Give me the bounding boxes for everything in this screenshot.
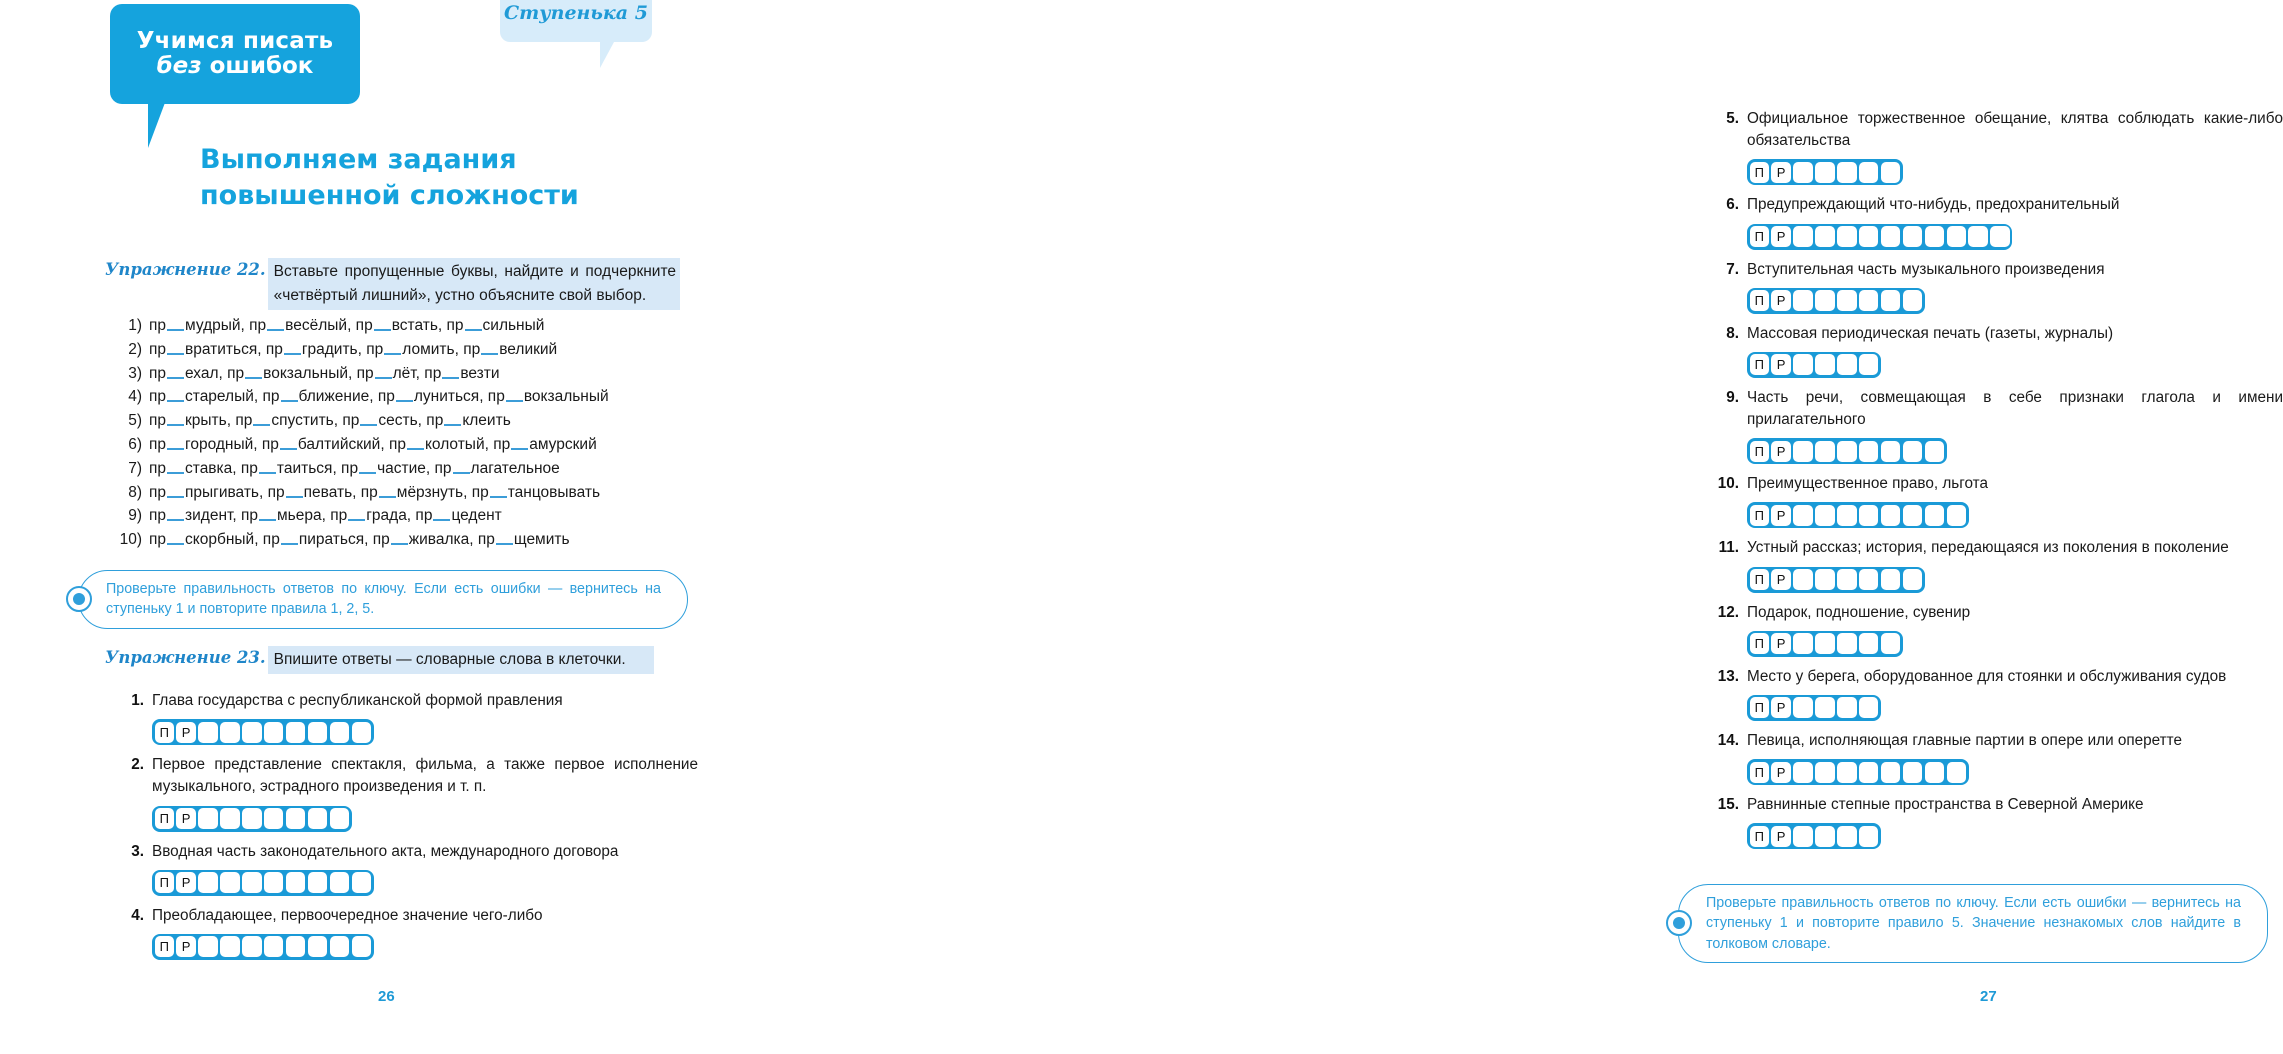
word-row-number: 7): [128, 459, 142, 477]
missing-letter-blank[interactable]: [374, 329, 391, 331]
definition-item: [1713, 323, 2283, 378]
series-title-line1: Учимся писать: [136, 27, 334, 54]
series-title-bubble: [110, 4, 360, 104]
word-row-text: пр крыть, пр спустить, пр сесть, пр клеить: [149, 412, 511, 430]
answer-cell[interactable]: [1881, 226, 1901, 247]
chapter-title: Выполняем задания повышенной сложности: [200, 144, 579, 211]
answer-cell[interactable]: [1793, 226, 1813, 247]
answer-cell[interactable]: [1793, 441, 1813, 462]
answer-cell-prefilled[interactable]: Р: [1771, 290, 1791, 311]
word-row-text: пр вратиться, пр градить, пр ломить, пр великий: [149, 340, 558, 358]
answer-cell[interactable]: [1881, 441, 1901, 462]
word-row-number: 8): [128, 483, 142, 501]
page-number-right: 27: [1980, 988, 1997, 1005]
missing-letter-blank[interactable]: [167, 543, 184, 545]
answer-cell[interactable]: [1815, 762, 1835, 783]
missing-letter-blank[interactable]: [433, 519, 450, 521]
answer-cell[interactable]: [352, 722, 372, 743]
missing-letter-blank[interactable]: [167, 496, 184, 498]
word-row-text: пр мудрый, пр весёлый, пр встать, пр сильный: [149, 317, 545, 334]
answer-cell[interactable]: [198, 808, 218, 829]
answer-cell-strip: [1747, 438, 1947, 464]
definition-item: [118, 690, 698, 745]
missing-letter-blank[interactable]: [359, 472, 376, 474]
definition-text: Равнинные степные пространства в Северной Америке: [1747, 796, 2144, 814]
answer-cell-strip: [1747, 352, 1881, 378]
answer-cell[interactable]: [1793, 633, 1813, 654]
answer-cell-strip: [152, 806, 352, 832]
word-row: [112, 485, 712, 501]
answer-cell[interactable]: [1793, 762, 1813, 783]
answer-cell[interactable]: [1881, 762, 1901, 783]
answer-cell[interactable]: [1793, 826, 1813, 847]
answer-cell-prefilled[interactable]: П: [1750, 826, 1770, 847]
definition-item: [1713, 473, 2283, 528]
answer-cell[interactable]: [308, 872, 328, 893]
word-row-text: пр прыгивать, пр певать, пр мёрзнуть, пр танцовывать: [149, 483, 601, 501]
answer-cell[interactable]: [220, 722, 240, 743]
definition-number: 6.: [1726, 196, 1739, 214]
definition-text: Предупреждающий что-нибудь, предохранительный: [1747, 196, 2120, 214]
missing-letter-blank[interactable]: [465, 329, 482, 331]
answer-cell[interactable]: [1903, 505, 1923, 526]
answer-cell-prefilled[interactable]: П: [155, 872, 175, 893]
definition-number: 11.: [1718, 539, 1739, 557]
answer-cell[interactable]: [242, 872, 262, 893]
definition-item: [1713, 194, 2283, 249]
word-row-text: пр старелый, пр ближение, пр луниться, пр вокзальный: [149, 388, 609, 406]
definition-number: 8.: [1726, 324, 1739, 342]
exercise-22-instruction: Вставьте пропущенные буквы, найдите и подчеркните «четвёртый лишний», устно объясните свой выбор.: [268, 258, 680, 310]
answer-cell[interactable]: [1793, 697, 1813, 718]
answer-cell-prefilled[interactable]: П: [1750, 697, 1770, 718]
exercise-22-header: [105, 258, 680, 310]
answer-cell[interactable]: [1881, 290, 1901, 311]
missing-letter-blank[interactable]: [259, 472, 276, 474]
answer-cell-prefilled[interactable]: Р: [1771, 441, 1791, 462]
series-title-line2-rest: ошибок: [201, 52, 314, 79]
answer-cell[interactable]: [1925, 441, 1945, 462]
definition-text: Часть речи, совмещающая в себе признаки глагола и имени прилагательного: [1747, 388, 2283, 429]
answer-cell[interactable]: [1925, 762, 1945, 783]
definition-text: Место у берега, оборудованное для стоянки и обслуживания судов: [1747, 667, 2227, 685]
answer-cell[interactable]: [198, 722, 218, 743]
definition-number: 12.: [1717, 603, 1739, 621]
missing-letter-blank[interactable]: [511, 448, 528, 450]
answer-cell[interactable]: [264, 936, 284, 957]
note-right: [1678, 884, 2268, 963]
answer-cell-prefilled[interactable]: Р: [176, 722, 196, 743]
missing-letter-blank[interactable]: [360, 424, 377, 426]
definition-item: [1713, 387, 2283, 464]
missing-letter-blank[interactable]: [281, 400, 298, 402]
right-page: [800, 0, 2283, 1054]
answer-cell-prefilled[interactable]: П: [1750, 633, 1770, 654]
answer-cell[interactable]: [242, 808, 262, 829]
answer-cell[interactable]: [1837, 441, 1857, 462]
answer-cell[interactable]: [264, 808, 284, 829]
answer-cell[interactable]: [1859, 354, 1879, 375]
answer-cell-prefilled[interactable]: Р: [1771, 826, 1791, 847]
word-row-number: 3): [128, 364, 142, 382]
answer-cell[interactable]: [1837, 354, 1857, 375]
missing-letter-blank[interactable]: [348, 519, 365, 521]
answer-cell[interactable]: [352, 936, 372, 957]
missing-letter-blank[interactable]: [167, 448, 184, 450]
answer-cell-strip: [152, 719, 374, 745]
word-row-number: 5): [128, 412, 142, 430]
exercise-23-definitions-right: [1713, 108, 2283, 858]
answer-cell[interactable]: [1881, 633, 1901, 654]
answer-cell[interactable]: [264, 872, 284, 893]
answer-cell-prefilled[interactable]: Р: [176, 872, 196, 893]
answer-cell[interactable]: [1837, 505, 1857, 526]
answer-cell-prefilled[interactable]: П: [155, 808, 175, 829]
answer-cell-prefilled[interactable]: П: [1750, 290, 1770, 311]
answer-cell-strip: [1747, 695, 1881, 721]
missing-letter-blank[interactable]: [396, 400, 413, 402]
definition-number: 2.: [131, 756, 144, 774]
answer-cell[interactable]: [1990, 226, 2010, 247]
definition-number: 1.: [131, 692, 144, 709]
answer-cell[interactable]: [1815, 697, 1835, 718]
definition-number: 15.: [1717, 796, 1739, 814]
answer-cell[interactable]: [1837, 697, 1857, 718]
answer-cell[interactable]: [1815, 354, 1835, 375]
definition-number: 4.: [131, 906, 144, 924]
answer-cell[interactable]: [330, 936, 350, 957]
answer-cell[interactable]: [1925, 226, 1945, 247]
answer-cell[interactable]: [1859, 441, 1879, 462]
answer-cell-prefilled[interactable]: Р: [176, 936, 196, 957]
series-title-emphasis: без: [156, 52, 202, 79]
missing-letter-blank[interactable]: [481, 353, 498, 355]
left-page: [0, 0, 800, 1054]
answer-cell[interactable]: [1881, 162, 1901, 183]
word-row-number: 10): [119, 531, 142, 549]
word-row-text: пр ставка, пр таиться, пр частие, пр лагательное: [149, 459, 560, 477]
definition-text: Официальное торжественное обещание, клятва соблюдать какие-либо обязательства: [1747, 110, 2283, 150]
answer-cell[interactable]: [1925, 505, 1945, 526]
word-row-number: 4): [128, 388, 142, 406]
answer-cell-strip: [1747, 567, 1925, 593]
missing-letter-blank[interactable]: [490, 496, 507, 498]
answer-cell[interactable]: [1837, 762, 1857, 783]
definition-number: 9.: [1726, 388, 1739, 406]
answer-cell[interactable]: [1793, 505, 1813, 526]
missing-letter-blank[interactable]: [267, 329, 284, 331]
missing-letter-blank[interactable]: [384, 353, 401, 355]
missing-letter-blank[interactable]: [245, 377, 262, 379]
answer-cell[interactable]: [352, 872, 372, 893]
definition-item: [1713, 730, 2283, 785]
definition-number: 14.: [1717, 731, 1739, 749]
answer-cell[interactable]: [1903, 290, 1923, 311]
word-row-text: пр скорбный, пр пираться, пр живалка, пр щемить: [149, 531, 570, 549]
exercise-23-label: Упражнение 23.: [105, 648, 266, 667]
answer-cell[interactable]: [1859, 162, 1879, 183]
missing-letter-blank[interactable]: [167, 353, 184, 355]
series-title-line2: [157, 54, 314, 79]
answer-cell-prefilled[interactable]: П: [155, 722, 175, 743]
answer-cell[interactable]: [1903, 762, 1923, 783]
definition-item: [118, 841, 698, 896]
answer-cell[interactable]: [1903, 441, 1923, 462]
answer-cell-prefilled[interactable]: П: [1750, 505, 1770, 526]
answer-cell-prefilled[interactable]: Р: [176, 808, 196, 829]
note-right-text: Проверьте правильность ответов по ключу. Если есть ошибки — вернитесь на ступеньку 1 и повторите правило 5. Значение незнакомых слов найдите в толковом словаре.: [1706, 895, 2241, 952]
answer-cell-prefilled[interactable]: П: [155, 936, 175, 957]
answer-cell[interactable]: [286, 722, 306, 743]
word-row-number: 6): [128, 435, 142, 453]
missing-letter-blank[interactable]: [259, 519, 276, 521]
word-row: [112, 413, 712, 429]
missing-letter-blank[interactable]: [379, 496, 396, 498]
answer-cell[interactable]: [1815, 441, 1835, 462]
answer-cell[interactable]: [1859, 826, 1879, 847]
answer-cell-prefilled[interactable]: П: [1750, 569, 1770, 590]
word-row: [112, 508, 712, 524]
answer-cell[interactable]: [286, 936, 306, 957]
page-number-left: 26: [378, 988, 395, 1005]
missing-letter-blank[interactable]: [167, 329, 184, 331]
missing-letter-blank[interactable]: [496, 543, 513, 545]
answer-cell-prefilled[interactable]: Р: [1771, 569, 1791, 590]
word-row: [112, 318, 712, 334]
missing-letter-blank[interactable]: [284, 353, 301, 355]
answer-cell[interactable]: [1859, 505, 1879, 526]
answer-cell-strip: [1747, 159, 1903, 185]
answer-cell-strip: [1747, 759, 1969, 785]
answer-cell[interactable]: [1903, 226, 1923, 247]
exercise-22-label: Упражнение 22.: [105, 260, 266, 279]
answer-cell[interactable]: [1793, 162, 1813, 183]
answer-cell[interactable]: [330, 722, 350, 743]
answer-cell-strip: [1747, 502, 1969, 528]
answer-cell[interactable]: [1947, 226, 1967, 247]
answer-cell-strip: [1747, 631, 1903, 657]
missing-letter-blank[interactable]: [444, 424, 461, 426]
missing-letter-blank[interactable]: [167, 519, 184, 521]
word-row: [112, 437, 712, 453]
answer-cell[interactable]: [1815, 162, 1835, 183]
answer-cell[interactable]: [1859, 569, 1879, 590]
answer-cell[interactable]: [1837, 162, 1857, 183]
word-row-number: 1): [128, 317, 142, 334]
answer-cell[interactable]: [1881, 505, 1901, 526]
answer-cell[interactable]: [1815, 569, 1835, 590]
answer-cell-prefilled[interactable]: Р: [1771, 762, 1791, 783]
answer-cell-prefilled[interactable]: П: [1750, 441, 1770, 462]
answer-cell-prefilled[interactable]: Р: [1771, 162, 1791, 183]
answer-cell[interactable]: [1837, 226, 1857, 247]
definition-text: Массовая периодическая печать (газеты, журналы): [1747, 324, 2114, 342]
answer-cell[interactable]: [264, 722, 284, 743]
word-row-text: пр ехал, пр вокзальный, пр лёт, пр везти: [149, 364, 500, 382]
definition-item: [1713, 108, 2283, 185]
answer-cell[interactable]: [1859, 697, 1879, 718]
definition-item: [1713, 537, 2283, 592]
answer-cell-prefilled[interactable]: П: [1750, 162, 1770, 183]
answer-cell-prefilled[interactable]: П: [1750, 226, 1770, 247]
missing-letter-blank[interactable]: [375, 377, 392, 379]
answer-cell[interactable]: [1837, 290, 1857, 311]
definition-number: 7.: [1726, 260, 1739, 278]
definition-number: 5.: [1726, 110, 1739, 127]
answer-cell-strip: [152, 870, 374, 896]
bullet-dot-icon: [66, 586, 92, 612]
answer-cell-prefilled[interactable]: Р: [1771, 505, 1791, 526]
answer-cell[interactable]: [1859, 762, 1879, 783]
word-row: [112, 461, 712, 477]
answer-cell[interactable]: [198, 936, 218, 957]
answer-cell[interactable]: [1903, 569, 1923, 590]
answer-cell-prefilled[interactable]: Р: [1771, 226, 1791, 247]
definition-text: Певица, исполняющая главные партии в опере или оперетте: [1747, 731, 2183, 749]
exercise-23-instruction: Впишите ответы — словарные слова в клеточки.: [268, 646, 654, 674]
answer-cell-prefilled[interactable]: П: [1750, 762, 1770, 783]
answer-cell[interactable]: [242, 722, 262, 743]
missing-letter-blank[interactable]: [506, 400, 523, 402]
answer-cell[interactable]: [308, 936, 328, 957]
missing-letter-blank[interactable]: [167, 424, 184, 426]
missing-letter-blank[interactable]: [167, 472, 184, 474]
answer-cell[interactable]: [1947, 762, 1967, 783]
answer-cell-prefilled[interactable]: Р: [1771, 633, 1791, 654]
answer-cell[interactable]: [1793, 354, 1813, 375]
definition-item: [118, 905, 698, 960]
definition-text: Преимущественное право, льгота: [1747, 475, 1989, 493]
missing-letter-blank[interactable]: [442, 377, 459, 379]
definition-text: Глава государства с республиканской формой правления: [152, 692, 563, 709]
answer-cell[interactable]: [1815, 505, 1835, 526]
definition-item: [1713, 794, 2283, 849]
missing-letter-blank[interactable]: [407, 448, 424, 450]
answer-cell[interactable]: [308, 808, 328, 829]
answer-cell[interactable]: [1837, 633, 1857, 654]
answer-cell[interactable]: [1815, 290, 1835, 311]
word-row-number: 2): [128, 340, 142, 358]
answer-cell-strip: [152, 934, 374, 960]
definition-text: Подарок, подношение, сувенир: [1747, 603, 1971, 621]
answer-cell[interactable]: [1881, 569, 1901, 590]
answer-cell[interactable]: [1968, 226, 1988, 247]
step-bubble: [500, 0, 652, 42]
answer-cell-strip: [1747, 823, 1881, 849]
word-row: [112, 366, 712, 382]
word-row: [112, 342, 712, 358]
exercise-23-definitions-left: [118, 690, 698, 969]
missing-letter-blank[interactable]: [167, 377, 184, 379]
answer-cell-strip: [1747, 224, 2012, 250]
answer-cell[interactable]: [1793, 290, 1813, 311]
answer-cell[interactable]: [330, 808, 350, 829]
answer-cell[interactable]: [198, 872, 218, 893]
answer-cell-prefilled[interactable]: Р: [1771, 354, 1791, 375]
word-row: [112, 532, 712, 548]
answer-cell[interactable]: [1947, 505, 1967, 526]
answer-cell[interactable]: [220, 872, 240, 893]
definition-item: [1713, 666, 2283, 721]
word-row-number: 9): [128, 507, 142, 525]
missing-letter-blank[interactable]: [280, 448, 297, 450]
missing-letter-blank[interactable]: [286, 496, 303, 498]
answer-cell-prefilled[interactable]: Р: [1771, 697, 1791, 718]
answer-cell[interactable]: [286, 808, 306, 829]
answer-cell[interactable]: [1859, 226, 1879, 247]
step-bubble-tail: [600, 42, 614, 68]
answer-cell[interactable]: [1815, 226, 1835, 247]
definition-text: Вступительная часть музыкального произведения: [1747, 260, 2105, 278]
word-row: [112, 389, 712, 405]
missing-letter-blank[interactable]: [253, 424, 270, 426]
definition-item: [1713, 602, 2283, 657]
definition-number: 10.: [1717, 475, 1739, 493]
title-bubble-tail: [148, 100, 166, 148]
bullet-dot-icon: [1666, 910, 1692, 936]
definition-number: 3.: [131, 842, 144, 860]
definition-number: 13.: [1717, 667, 1739, 685]
answer-cell[interactable]: [220, 808, 240, 829]
missing-letter-blank[interactable]: [391, 543, 408, 545]
answer-cell[interactable]: [1837, 826, 1857, 847]
definition-text: Вводная часть законодательного акта, международного договора: [152, 842, 619, 860]
step-label: Ступенька 5: [504, 2, 648, 24]
answer-cell[interactable]: [308, 722, 328, 743]
note-left: [78, 570, 688, 629]
answer-cell[interactable]: [1815, 633, 1835, 654]
definition-text: Устный рассказ; история, передающаяся из поколения в поколение: [1747, 539, 2229, 557]
answer-cell[interactable]: [1859, 633, 1879, 654]
note-left-text: Проверьте правильность ответов по ключу. Если есть ошибки — вернитесь на ступеньку 1 и повторите правила 1, 2, 5.: [106, 581, 661, 618]
definition-item: [118, 754, 698, 831]
word-row-text: пр зидент, пр мьера, пр града, пр цедент: [149, 507, 502, 525]
answer-cell[interactable]: [330, 872, 350, 893]
definition-text: Первое представление спектакля, фильма, а также первое исполнение музыкального, эстрадного произведения и т. п.: [152, 756, 698, 796]
exercise-23-header: [105, 646, 680, 674]
answer-cell-strip: [1747, 288, 1925, 314]
answer-cell[interactable]: [1859, 290, 1879, 311]
definition-text: Преобладающее, первоочередное значение чего-либо: [152, 906, 543, 924]
word-row-text: пр городный, пр балтийский, пр колотый, пр амурский: [149, 435, 597, 453]
missing-letter-blank[interactable]: [453, 472, 470, 474]
exercise-22-word-list: [112, 318, 712, 556]
answer-cell[interactable]: [242, 936, 262, 957]
answer-cell[interactable]: [1815, 826, 1835, 847]
answer-cell[interactable]: [1793, 569, 1813, 590]
answer-cell[interactable]: [286, 872, 306, 893]
answer-cell-prefilled[interactable]: П: [1750, 354, 1770, 375]
missing-letter-blank[interactable]: [167, 400, 184, 402]
definition-item: [1713, 259, 2283, 314]
answer-cell[interactable]: [1837, 569, 1857, 590]
missing-letter-blank[interactable]: [281, 543, 298, 545]
answer-cell[interactable]: [220, 936, 240, 957]
